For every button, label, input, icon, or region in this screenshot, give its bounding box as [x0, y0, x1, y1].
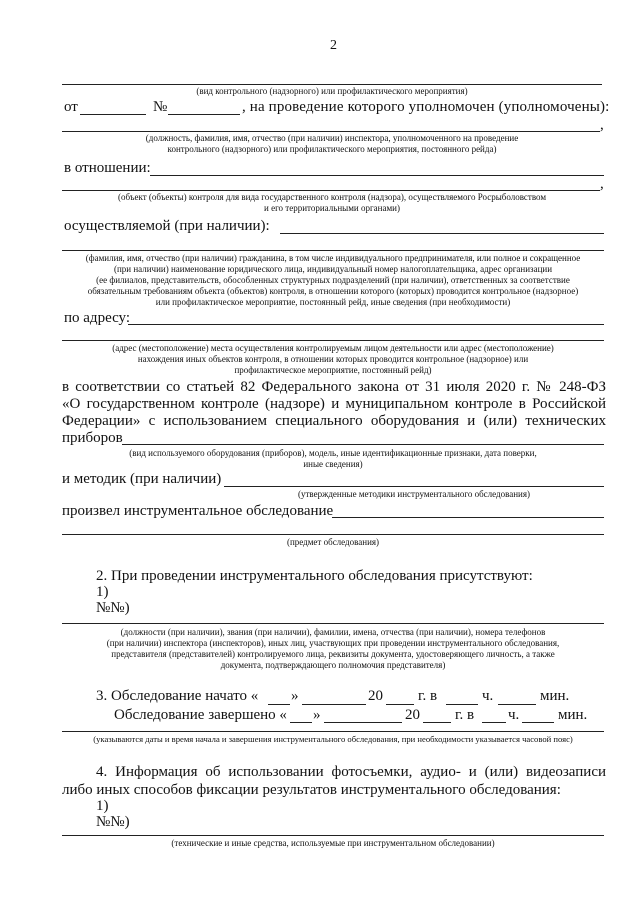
label-methods: и методик (при наличии) [62, 471, 222, 487]
section4-line-2: либо иных способов фиксации результатов инструментального обследования: [62, 782, 561, 798]
equipment-line [122, 444, 604, 445]
end-close-quote: » [313, 707, 321, 723]
law-line-3: Федерации» с использованием специального оборудования и (или) технических [62, 413, 606, 429]
present-line [62, 623, 604, 624]
address-line-1 [128, 324, 604, 325]
end-month-line [324, 722, 402, 723]
event-type-line [62, 84, 602, 85]
note-person-3: (ее филиалов, представительств, обособленных структурных подразделений (при наличии), ответственных за соответствие [96, 275, 570, 285]
end-year-line [423, 722, 451, 723]
section4-itemN: №№) [96, 814, 130, 830]
note-methods: (утвержденные методики инструментального обследования) [297, 489, 531, 499]
end-minute-line [522, 722, 554, 723]
note-address-1: (адрес (местоположение) места осуществления контролируемым лицом деятельности или адрес (местоположение) [112, 343, 554, 353]
end-min: мин. [558, 707, 588, 723]
note-present-3: представителя (представителей) контролируемого лица, реквизиты документа, удостоверяющего личность, а также [111, 649, 555, 659]
end-hour-line [482, 722, 506, 723]
end-g-v: г. в [455, 707, 475, 723]
note-object-2: и его территориальными органами) [264, 203, 400, 213]
label-performed: осуществляемой (при наличии): [64, 218, 270, 234]
note-object-1: (объект (объекты) контроля для вида государственного контроля (надзора), осуществляемого Росрыболовством [117, 192, 547, 202]
note-event-type: (вид контрольного (надзорного) или профилактического мероприятия) [196, 86, 468, 96]
produced-line [332, 517, 604, 518]
start-month-line [302, 704, 366, 705]
start-year-prefix: 20 [368, 688, 383, 704]
note-address-3: профилактическое мероприятие, постоянный рейд) [234, 365, 432, 375]
note-person-2: (при наличии) наименование юридического лица, индивидуальный номер налогоплательщика, адрес организации [113, 264, 553, 274]
person-line [62, 250, 604, 251]
address-line-2 [62, 340, 604, 341]
date-line [80, 114, 146, 115]
law-line-1: в соответствии со статьей 82 Федерального закона от 31 июля 2020 г. № 248-ФЗ [62, 379, 606, 395]
law-line-4: приборов [62, 430, 123, 446]
start-hour-line [446, 704, 478, 705]
section4-line-1: 4. Информация об использовании фотосъемки, аудио- и (или) видеозаписи [96, 764, 606, 780]
section2-heading: 2. При проведении инструментального обследования присутствуют: [96, 568, 533, 584]
note-present-2: (при наличии) инспектора (инспекторов), иных лиц, участвующих при проведении инструментального обследования, [106, 638, 560, 648]
methods-line [224, 486, 604, 487]
inspector-line [62, 131, 600, 132]
end-year-prefix: 20 [405, 707, 420, 723]
note-person-5: или профилактическое мероприятие, постоянный рейд, иные сведения (при необходимости) [155, 297, 511, 307]
regarding-line [150, 175, 604, 176]
label-authorized: , на проведение которого уполномочен (уполномочены): [242, 99, 610, 115]
note-inspector-2: контрольного (надзорного) или профилактического мероприятия, постоянного рейда) [167, 144, 497, 154]
note-person-4: обязательным требованиям объекта (объектов) контроля, в отношении которого (которых) проводится контрольное (надзорное) [87, 286, 579, 296]
note-subject: (предмет обследования) [286, 537, 380, 547]
note-equipment-1: (вид используемого оборудования (приборов), модель, иные идентификационные признаки, дата поверки, [129, 448, 537, 458]
start-day-line [268, 704, 290, 705]
label-produced: произвел инструментальное обследование [62, 503, 334, 519]
section4-item1: 1) [96, 798, 109, 814]
label-regarding: в отношении: [64, 160, 151, 176]
performed-line [280, 233, 604, 234]
note-equipment-2: иные сведения) [303, 459, 363, 469]
label-address: по адресу: [64, 310, 131, 326]
label-ot: от [64, 99, 78, 115]
dates-line [62, 731, 604, 732]
comma-2: , [600, 176, 604, 192]
start-close-quote: » [291, 688, 299, 704]
start-year-line [386, 704, 414, 705]
object-line [62, 190, 600, 191]
subject-line [62, 534, 604, 535]
note-person-1: (фамилия, имя, отчество (при наличии) гражданина, в том числе индивидуального предпринимателя, или полное и сокращенное [85, 253, 581, 263]
start-min: мин. [540, 688, 570, 704]
note-address-2: нахождения иных объектов контроля, в отношении которых проводится контрольное (надзорное) или [137, 354, 529, 364]
page-number: 2 [330, 38, 337, 53]
start-minute-line [498, 704, 536, 705]
note-present-1: (должности (при наличии), звания (при наличии), фамилии, имена, отчества (при наличии), номера телефонов [120, 627, 546, 637]
number-line [168, 114, 240, 115]
note-present-4: документа, подтверждающего полномочия представителя) [220, 660, 446, 670]
start-g-v: г. в [418, 688, 438, 704]
note-tech: (технические и иные средства, используемые при инструментальном обследовании) [171, 838, 495, 848]
tech-line [62, 835, 604, 836]
label-number: № [153, 99, 168, 115]
note-dates: (указываются даты и время начала и завершения инструментального обследования, при необходимости указывается часовой пояс) [93, 734, 573, 744]
end-day-line [290, 722, 312, 723]
note-inspector-1: (должность, фамилия, имя, отчество (при наличии) инспектора, уполномоченного на проведение [145, 133, 519, 143]
end-label: Обследование завершено « [114, 707, 287, 723]
start-ch: ч. [482, 688, 494, 704]
section2-itemN: №№) [96, 600, 130, 616]
end-ch: ч. [508, 707, 520, 723]
start-label: 3. Обследование начато « [96, 688, 259, 704]
law-line-2: «О государственном контроле (надзоре) и муниципальном контроле в Российской [62, 396, 606, 412]
comma-1: , [600, 117, 604, 133]
section2-item1: 1) [96, 584, 109, 600]
